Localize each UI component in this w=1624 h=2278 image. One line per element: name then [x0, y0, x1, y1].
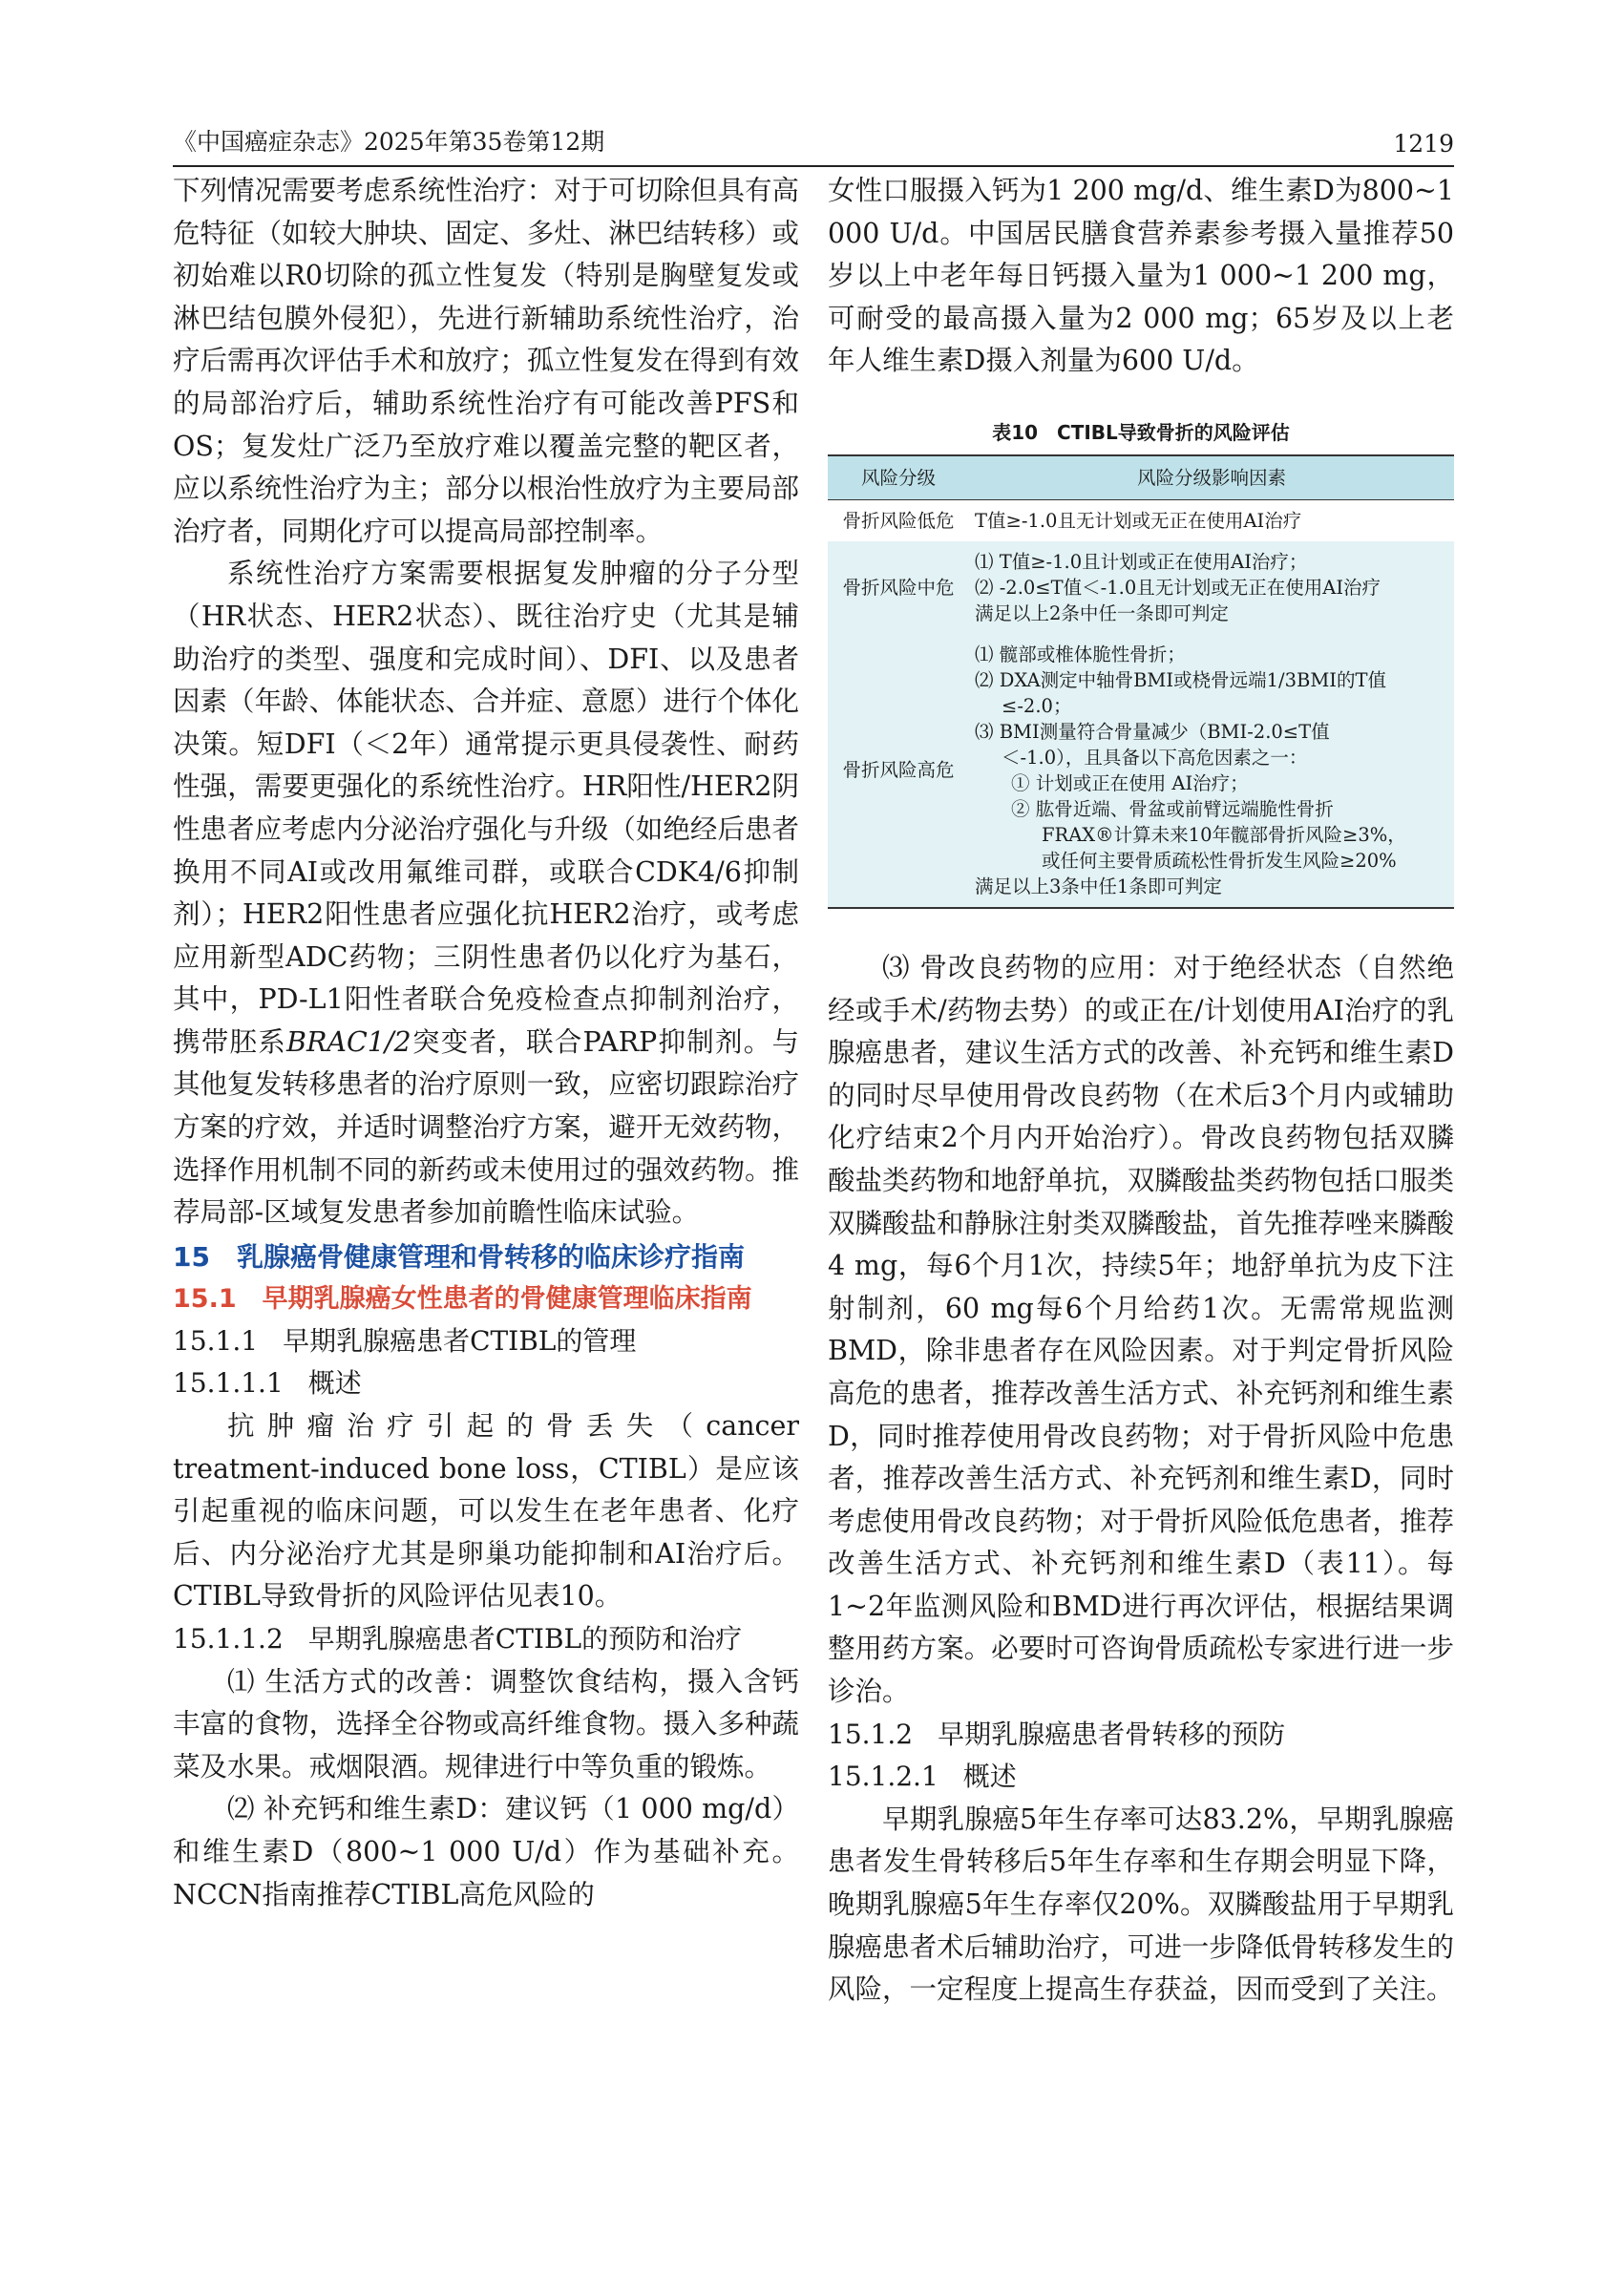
- page-number: 1219: [1393, 130, 1454, 158]
- running-header: [173, 127, 1454, 167]
- table-row: [828, 634, 1454, 908]
- paragraph: 下列情况需要考虑系统性治疗：对于可切除但具有高危特征（如较大肿块、固定、多灶、淋巴结转移）或初始难以R0切除的孤立性复发（特别是胸壁复发或淋巴结包膜外侵犯），先进行新辅助系统性治疗，治疗后需再次评估手术和放疗；孤立性复发在得到有效的局部治疗后，辅助系统性治疗有可能改善PFS和OS；复发灶广泛乃至放疗难以覆盖完整的靶区者，应以系统性治疗为主；部分以根治性放疗为主要局部治疗者，同期化疗可以提高局部控制率。: [173, 175, 799, 547]
- paragraph: ⑵ 补充钙和维生素D：建议钙（1 000 mg/d）和维生素D（800~1 000 U/d）作为基础补充。NCCN指南推荐CTIBL高危风险的: [173, 1793, 799, 1910]
- paragraph: ⑴ 生活方式的改善：调整饮食结构，摄入含钙丰富的食物，选择全谷物或高纤维食物。摄入多种蔬菜及水果。戒烟限酒。规律进行中等负重的锻炼。: [173, 1665, 799, 1782]
- section-heading: 15 乳腺癌骨健康管理和骨转移的临床诊疗指南: [173, 1240, 745, 1273]
- risk-factor-cell: ⑴ 髋部或椎体脆性骨折； ⑵ DXA测定中轴骨BMI或桡骨远端1/3BMI的T值 ≤-2.0； ⑶ BMI测量符合骨量减少（BMI-2.0≤T值 ＜-1.0），且具备以下高危因素之一： ① 计划或正在使用 AI治疗； ② 肱骨近端、骨盆或前臂远端脆性骨折 FRAX®计算未来10年髋部骨折风险≥3%， 或任何主要骨质疏松性骨折发生风险≥20% 满足以上3条中任1条即可判定: [969, 634, 1454, 908]
- table-header: 风险分级: [828, 455, 969, 500]
- paragraph: 抗肿瘤治疗引起的骨丢失（cancer treatment-induced bone loss，CTIBL）是应该引起重视的临床问题，可以发生在老年患者、化疗后、内分泌治疗尤其是卵巢功能抑制和AI治疗后。CTIBL导致骨折的风险评估见表10。: [173, 1410, 799, 1613]
- table-row: [828, 499, 1454, 541]
- risk-level-cell: 骨折风险低危: [842, 509, 955, 532]
- subsubsection-heading: 15.1.2.1 概述: [828, 1761, 1017, 1793]
- risk-factor-cell: T值≥-1.0且无计划或无正在使用AI治疗: [975, 509, 1302, 532]
- fracture-risk-table: [828, 454, 1454, 909]
- left-column: [173, 170, 799, 1916]
- gene-name: BRAC1/2: [286, 1025, 411, 1058]
- table-caption: 表10 CTIBL导致骨折的风险评估: [992, 420, 1290, 444]
- paragraph: 早期乳腺癌5年生存率可达83.2%，早期乳腺癌患者发生骨转移后5年生存率和生存期会明显下降，晚期乳腺癌5年生存率仅20%。双膦酸盐用于早期乳腺癌患者术后辅助治疗，可进一步降低骨转移发生的风险，一定程度上提高生存获益，因而受到了关注。: [828, 1803, 1454, 2006]
- table-row: [828, 541, 1454, 634]
- risk-level-cell: 骨折风险中危: [828, 541, 969, 634]
- subsubsection-heading: 15.1.1 早期乳腺癌患者CTIBL的管理: [173, 1324, 637, 1357]
- subsubsection-heading: 15.1.2 早期乳腺癌患者骨转移的预防: [828, 1718, 1286, 1750]
- subsubsection-heading: 15.1.1.1 概述: [173, 1367, 362, 1400]
- risk-factor-cell: ⑴ T值≥-1.0且计划或正在使用AI治疗； ⑵ -2.0≤T值＜-1.0且无计划或无正在使用AI治疗 满足以上2条中任一条即可判定: [969, 541, 1454, 634]
- paragraph: ⑶ 骨改良药物的应用：对于绝经状态（自然绝经或手术/药物去势）的或正在/计划使用AI治疗的乳腺癌患者，建议生活方式的改善、补充钙和维生素D的同时尽早使用骨改良药物（在术后3个月内或辅助化疗结束2个月内开始治疗）。骨改良药物包括双膦酸盐类药物和地舒单抗，双膦酸盐类药物包括口服类双膦酸盐和静脉注射类双膦酸盐，首先推荐唑来膦酸4 mg，每6个月1次，持续5年；地舒单抗为皮下注射制剂，60 mg每6个月给药1次。无需常规监测BMD，除非患者存在风险因素。对于判定骨折风险高危的患者，推荐改善生活方式、补充钙剂和维生素D，同时推荐使用骨改良药物；对于骨折风险中危患者，推荐改善生活方式、补充钙剂和维生素D，同时考虑使用骨改良药物；对于骨折风险低危患者，推荐改善生活方式、补充钙剂和维生素D（表11）。每1~2年监测风险和BMD进行再次评估，根据结果调整用药方案。必要时可咨询骨质疏松专家进行进一步诊治。: [828, 951, 1454, 1708]
- risk-level-cell: 骨折风险高危: [828, 634, 969, 908]
- risk-table-block: [828, 417, 1454, 909]
- paragraph: 女性口服摄入钙为1 200 mg/d、维生素D为800~1 000 U/d。中国居民膳食营养素参考摄入量推荐50岁以上中老年每日钙摄入量为1 000~1 200 mg，可耐受的最高摄入量为2 000 mg；65岁及以上老年人维生素D摄入剂量为600 U/d。: [828, 175, 1454, 377]
- journal-title: 《中国癌症杂志》2025年第35卷第12期: [173, 128, 605, 156]
- subsubsection-heading: 15.1.1.2 早期乳腺癌患者CTIBL的预防和治疗: [173, 1623, 743, 1655]
- table-header: 风险分级影响因素: [969, 455, 1454, 500]
- right-column: [828, 170, 1454, 2012]
- subsection-heading: 15.1 早期乳腺癌女性患者的骨健康管理临床指南: [173, 1283, 752, 1314]
- paragraph: 系统性治疗方案需要根据复发肿瘤的分子分型（HR状态、HER2状态）、既往治疗史（尤其是辅助治疗的类型、强度和完成时间）、DFI、以及患者因素（年龄、体能状态、合并症、意愿）进行个体化决策。短DFI（＜2年）通常提示更具侵袭性、耐药性强，需要更强化的系统性治疗。HR阳性/HER2阴性患者应考虑内分泌治疗强化与升级（如绝经后患者换用不同AI或改用氟维司群，或联合CDK4/6抑制剂）；HER2阳性患者应强化抗HER2治疗，或考虑应用新型ADC药物；三阴性患者仍以化疗为基石，其中，PD-L1阳性者联合免疫检查点抑制剂治疗，携带胚系BRAC1/2突变者，联合PARP抑制剂。与其他复发转移患者的治疗原则一致，应密切跟踪治疗方案的疗效，并适时调整治疗方案，避开无效药物，选择作用机制不同的新药或未使用过的强效药物。推荐局部-区域复发患者参加前瞻性临床试验。: [173, 558, 799, 1229]
